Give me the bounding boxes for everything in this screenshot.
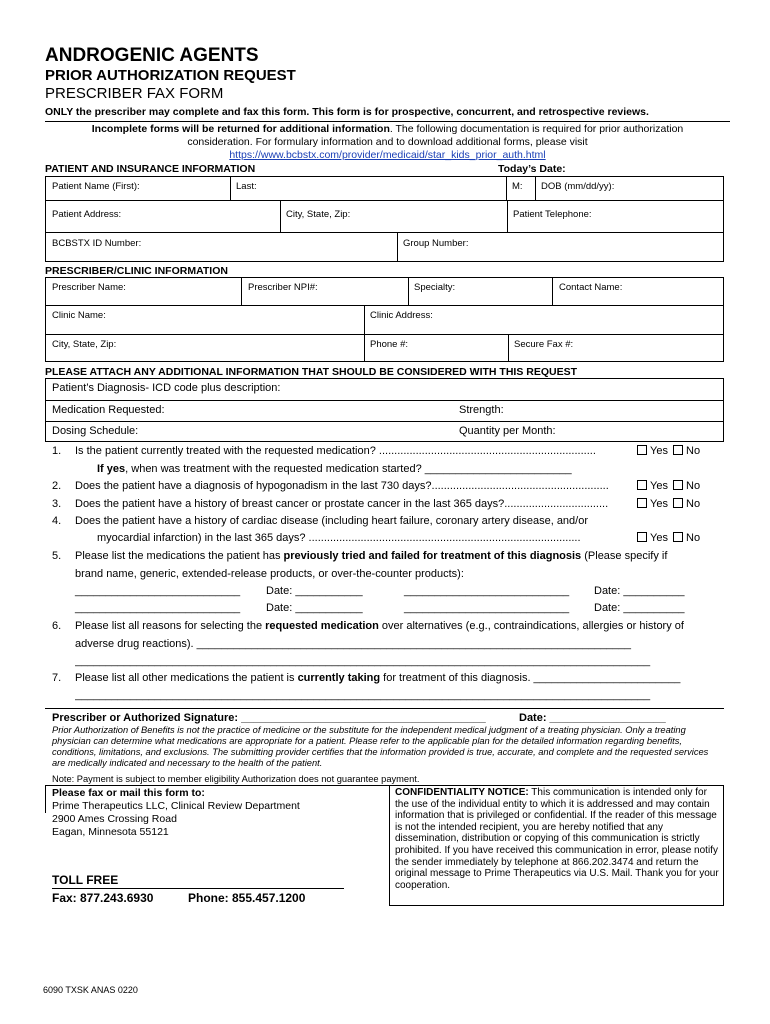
question-number: 7.	[52, 672, 62, 684]
q3-no-checkbox[interactable]	[673, 498, 683, 508]
no-label: No	[686, 532, 701, 544]
q6-text-end: over alternatives (e.g., contraindications, allergies or history of	[378, 620, 684, 632]
diagnosis-field[interactable]: Patient’s Diagnosis- ICD code plus description:	[52, 382, 281, 394]
no-label: No	[686, 480, 701, 492]
failed-med-4-date[interactable]: Date: __________	[594, 602, 685, 614]
instructions-line2: consideration. For formulary information and to download additional forms, please visit	[187, 136, 588, 148]
q6-emphasis: requested medication	[265, 620, 379, 632]
patient-last-name-field[interactable]: Last:	[236, 181, 257, 192]
dosing-schedule-field[interactable]: Dosing Schedule:	[52, 425, 139, 437]
patient-info-box	[45, 176, 724, 262]
strength-field[interactable]: Strength:	[459, 404, 504, 416]
instructions-text: . The following documentation is required for prior authorization	[389, 123, 684, 135]
question-7	[75, 672, 680, 684]
yes-label: Yes	[650, 498, 668, 510]
instructions	[45, 123, 730, 162]
confidentiality-text: This communication is intended only for the use of the individual entity to which it is addressed and may contain information that is privileged or confidential. If the reader of this message is not the intended recipient, you are hereby notified that any dissemination, distribution or copying of this communication is strictly prohibited. If you have received this communication in error, please notify the sender immediately by telephone at 866.202.3474 and return the original message to Prime Therapeutics via U.S. Mail. Thank you for your cooperation.	[395, 787, 719, 891]
q2-yes-checkbox[interactable]	[637, 480, 647, 490]
no-label: No	[686, 445, 701, 457]
incomplete-warning: Incomplete forms will be returned for additional information	[91, 123, 390, 135]
patient-address-field[interactable]: Patient Address:	[52, 209, 122, 220]
form-name: PRESCRIBER FAX FORM	[45, 85, 224, 102]
signature-field[interactable]: Prescriber or Authorized Signature: ________________________________________	[52, 712, 486, 724]
secure-fax-field[interactable]: Secure Fax #:	[514, 339, 574, 350]
q5-text: Please list the medications the patient has	[75, 550, 284, 562]
question-5a	[75, 550, 667, 562]
q3-yes-no	[635, 498, 700, 510]
q4-no-checkbox[interactable]	[673, 532, 683, 542]
question-5b: brand name, generic, extended-release products, or over-the-counter products):	[75, 568, 464, 580]
question-3: Does the patient have a history of breast cancer or prostate cancer in the last 365 days?..................................	[75, 498, 609, 510]
attach-heading: PLEASE ATTACH ANY ADDITIONAL INFORMATION THAT SHOULD BE CONSIDERED WITH THIS REQUEST	[45, 366, 577, 378]
q4-yes-checkbox[interactable]	[637, 532, 647, 542]
patient-section-heading: PATIENT AND INSURANCE INFORMATION	[45, 163, 256, 175]
q5-emphasis: previously tried and failed for treatment of this diagnosis	[283, 550, 582, 562]
q1-yes-checkbox[interactable]	[637, 445, 647, 455]
q7-text-end: for treatment of this diagnosis. ________________________	[380, 672, 681, 684]
yes-label: Yes	[650, 532, 668, 544]
patient-dob-field[interactable]: DOB (mm/dd/yy):	[541, 181, 615, 192]
bcbstx-id-field[interactable]: BCBSTX ID Number:	[52, 238, 142, 249]
todays-date-label: Today’s Date:	[498, 163, 566, 175]
prescriber-section-heading: PRESCRIBER/CLINIC INFORMATION	[45, 265, 228, 277]
patient-telephone-field[interactable]: Patient Telephone:	[513, 209, 592, 220]
failed-med-2-date[interactable]: Date: __________	[594, 585, 685, 597]
q4-yes-no	[635, 532, 700, 544]
question-number: 2.	[52, 480, 62, 492]
contact-name-field[interactable]: Contact Name:	[559, 282, 623, 293]
question-1-followup	[97, 463, 572, 475]
question-number: 6.	[52, 620, 62, 632]
question-number: 3.	[52, 498, 62, 510]
divider	[45, 121, 730, 122]
confidentiality-heading: CONFIDENTIALITY NOTICE:	[395, 787, 529, 798]
form-subtitle: PRIOR AUTHORIZATION REQUEST	[45, 67, 296, 84]
prescriber-npi-field[interactable]: Prescriber NPI#:	[248, 282, 318, 293]
question-6-answer-line[interactable]: adverse drug reactions). _______________________________________________________________________	[75, 638, 632, 650]
authorization-disclaimer: Prior Authorization of Benefits is not the practice of medicine or the substitute for the independent medical judgment of a treating physician. Only a treating physician can determine what medications are appropriate for a patient. Please refer to the applicable plan for the detailed information regarding benefits, conditions, limitations, and exclusions. The submitting provider certifies that the information provided is true, accurate, and complete and the requested services are medically indicated and necessary to the health of the patient.	[52, 725, 709, 768]
q6-text: Please list all reasons for selecting the	[75, 620, 266, 632]
prescriber-notice: ONLY the prescriber may complete and fax this form. This form is for prospective, concurrent, and retrospective reviews.	[45, 106, 649, 118]
address-line-2: 2900 Ames Crossing Road	[52, 813, 177, 825]
question-4a: Does the patient have a history of cardiac disease (including heart failure, coronary artery disease, and/or	[75, 515, 589, 527]
q1-yes-no	[635, 445, 700, 457]
specialty-field[interactable]: Specialty:	[414, 282, 456, 293]
q7-text: Please list all other medications the patient is	[75, 672, 298, 684]
failed-med-1-date[interactable]: Date: ___________	[266, 585, 363, 597]
question-2: Does the patient have a diagnosis of hypogonadism in the last 730 days?..........................................................	[75, 480, 609, 492]
failed-med-3-field[interactable]: ___________________________	[75, 602, 241, 614]
failed-med-4-field[interactable]: ___________________________	[404, 602, 570, 614]
if-yes-label: If yes	[97, 463, 126, 475]
fax-mail-heading: Please fax or mail this form to:	[52, 787, 205, 799]
yes-label: Yes	[650, 480, 668, 492]
no-label: No	[686, 498, 701, 510]
q1-no-checkbox[interactable]	[673, 445, 683, 455]
quantity-per-month-field[interactable]: Quantity per Month:	[459, 425, 556, 437]
patient-first-name-field[interactable]: Patient Name (First):	[52, 181, 140, 192]
clinic-city-field[interactable]: City, State, Zip:	[52, 339, 117, 350]
q5-text-end: (Please specify if	[581, 550, 668, 562]
question-1: Is the patient currently treated with the requested medication? .......................................................................	[75, 445, 596, 457]
question-6a	[75, 620, 684, 632]
address-line-1: Prime Therapeutics LLC, Clinical Review Department	[52, 800, 300, 812]
divider	[45, 708, 724, 709]
start-date-prompt: , when was treatment with the requested medication started? ________________________	[125, 463, 572, 475]
prescriber-name-field[interactable]: Prescriber Name:	[52, 282, 126, 293]
clinic-name-field[interactable]: Clinic Name:	[52, 310, 106, 321]
failed-med-2-field[interactable]: ___________________________	[404, 585, 570, 597]
q3-yes-checkbox[interactable]	[637, 498, 647, 508]
failed-med-3-date[interactable]: Date: ___________	[266, 602, 363, 614]
question-number: 5.	[52, 550, 62, 562]
question-number: 1.	[52, 445, 62, 457]
yes-label: Yes	[650, 445, 668, 457]
question-7-answer-line[interactable]: ______________________________________________________________________________________________	[75, 689, 651, 701]
question-6-answer-line-2[interactable]: ______________________________________________________________________________________________	[75, 655, 651, 667]
q7-emphasis: currently taking	[297, 672, 381, 684]
form-code: 6090 TXSK ANAS 0220	[43, 985, 138, 995]
forms-link[interactable]: https://www.bcbstx.com/provider/medicaid/star_kids_prior_auth.html	[229, 149, 546, 161]
question-4b: myocardial infarction) in the last 365 days? .........................................................................................	[97, 532, 581, 544]
failed-med-1-field[interactable]: ___________________________	[75, 585, 241, 597]
group-number-field[interactable]: Group Number:	[403, 238, 469, 249]
q2-no-checkbox[interactable]	[673, 480, 683, 490]
phone-number: Phone: 855.457.1200	[188, 891, 306, 905]
medication-requested-field[interactable]: Medication Requested:	[52, 404, 165, 416]
q2-yes-no	[635, 480, 700, 492]
confidentiality-notice	[395, 787, 719, 891]
question-number: 4.	[52, 515, 62, 527]
payment-note: Note: Payment is subject to member eligibility Authorization does not guarantee payment.	[52, 774, 420, 784]
fax-number: Fax: 877.243.6930	[52, 891, 154, 905]
clinic-address-field[interactable]: Clinic Address:	[370, 310, 433, 321]
address-line-3: Eagan, Minnesota 55121	[52, 826, 169, 838]
patient-mi-field[interactable]: M:	[512, 181, 523, 192]
patient-city-field[interactable]: City, State, Zip:	[286, 209, 351, 220]
toll-free-label: TOLL FREE	[52, 873, 119, 887]
signature-date-field[interactable]: Date: ___________________	[519, 712, 666, 724]
form-title: ANDROGENIC AGENTS	[45, 45, 259, 66]
clinic-phone-field[interactable]: Phone #:	[370, 339, 409, 350]
